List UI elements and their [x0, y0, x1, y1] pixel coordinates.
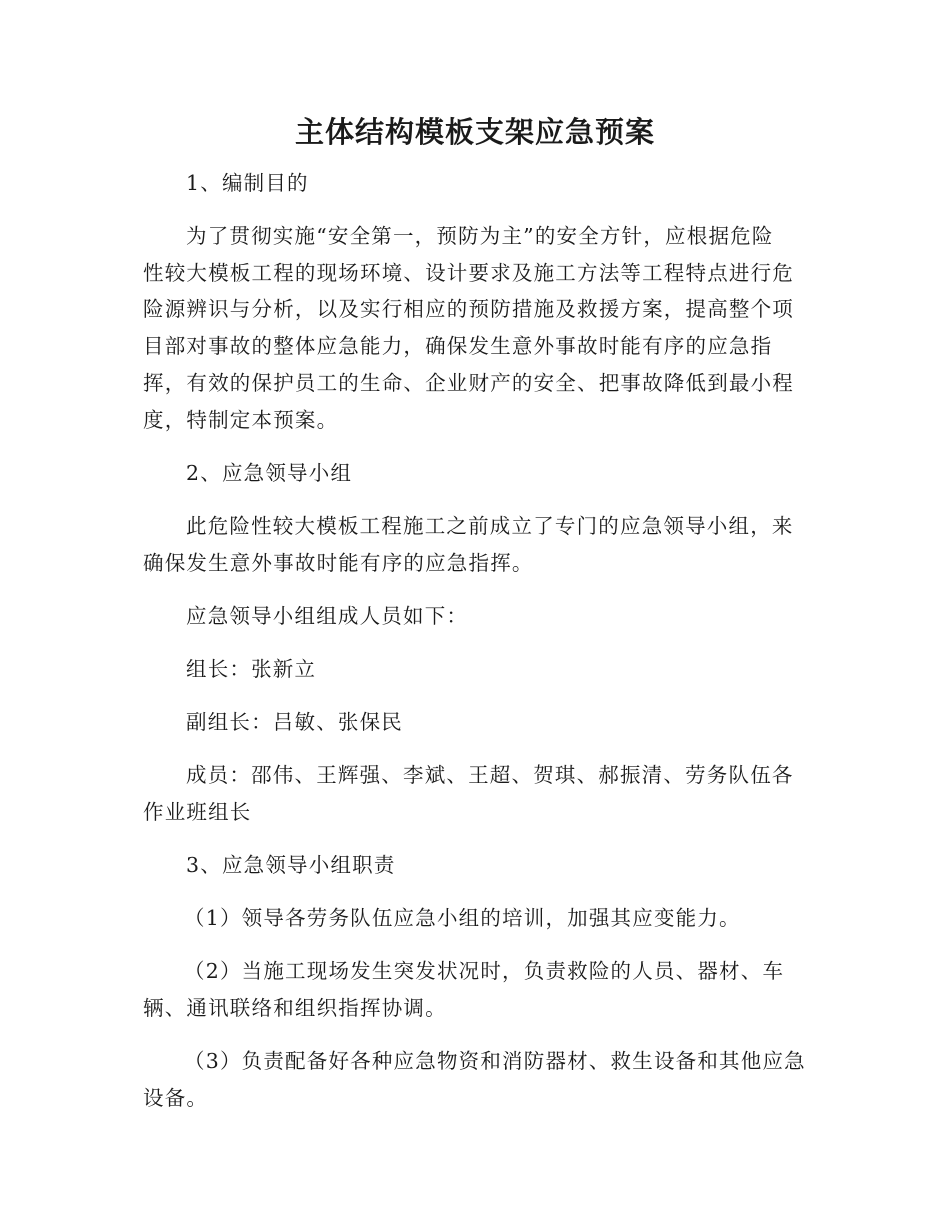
section-heading-duties: 3、应急领导小组职责: [186, 853, 396, 877]
paragraph-line: 险源辨识与分析，以及实行相应的预防措施及救援方案，提高整个项: [143, 297, 794, 321]
paragraph-line: 挥，有效的保护员工的生命、企业财产的安全、把事故降低到最小程: [143, 371, 794, 395]
paragraph-line: 此危险性较大模板工程施工之前成立了专门的应急领导小组，来: [186, 514, 794, 538]
section-heading-leadership-group: 2、应急领导小组: [186, 461, 353, 485]
duty-item-continued: 辆、通讯联络和组织指挥协调。: [143, 996, 447, 1020]
members-intro: 应急领导小组组成人员如下：: [186, 604, 469, 628]
duty-item: （1）领导各劳务队伍应急小组的培训，加强其应变能力。: [184, 906, 741, 930]
document-title: 主体结构模板支架应急预案: [294, 115, 655, 149]
paragraph-line: 为了贯彻实施“安全第一，预防为主”的安全方针，应根据危险: [186, 224, 774, 248]
duty-item-continued: 设备。: [143, 1086, 209, 1110]
paragraph-line: 确保发生意外事故时能有序的应急指挥。: [143, 551, 534, 575]
group-leader: 组长：张新立: [186, 657, 317, 681]
duty-item: （3）负责配备好各种应急物资和消防器材、救生设备和其他应急: [184, 1049, 806, 1073]
members-line: 成员：邵伟、王辉强、李斌、王超、贺琪、郝振清、劳务队伍各: [186, 763, 794, 787]
section-heading-purpose: 1、编制目的: [186, 171, 309, 195]
deputy-leader: 副组长：吕敏、张保民: [186, 710, 403, 734]
members-line: 作业班组长: [143, 800, 252, 824]
paragraph-line: 度，特制定本预案。: [143, 408, 339, 432]
paragraph-line: 性较大模板工程的现场环境、设计要求及施工方法等工程特点进行危: [143, 261, 794, 285]
duty-item: （2）当施工现场发生突发状况时，负责救险的人员、器材、车: [184, 959, 785, 983]
paragraph-line: 目部对事故的整体应急能力，确保发生意外事故时能有序的应急指: [143, 334, 773, 358]
